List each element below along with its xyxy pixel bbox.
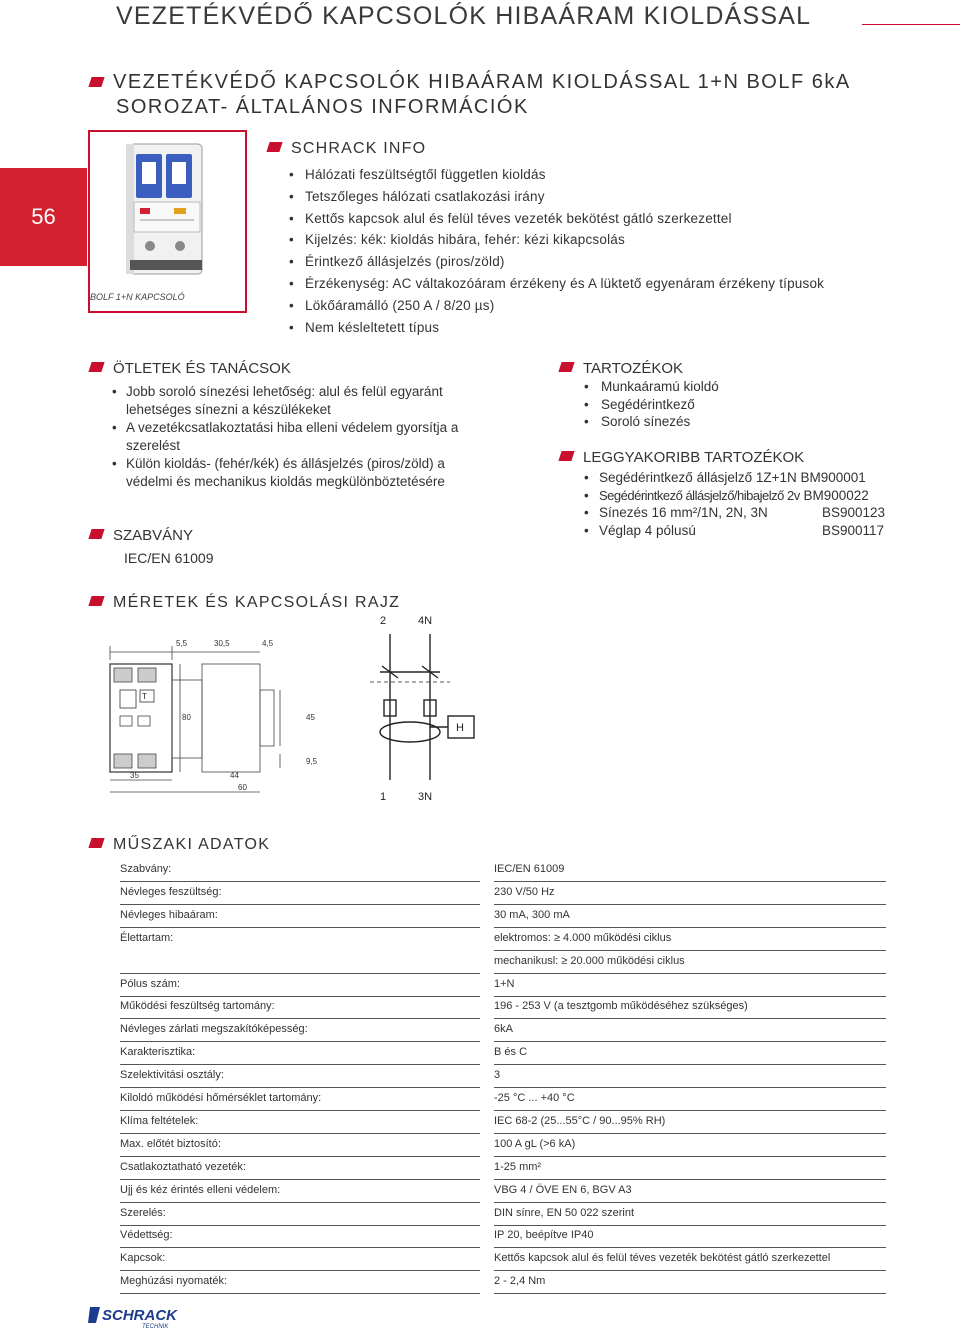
schrack-info-list <box>305 164 824 338</box>
list-item: • Tetszőleges hálózati csatlakozási irány <box>305 186 824 208</box>
bullet-square-icon <box>88 77 104 87</box>
row-value: Kettős kapcsok alul és felül téves vezeték bekötést gátló szerkezettel <box>494 1248 886 1271</box>
main-heading-line1: VEZETÉKVÉDŐ KAPCSOLÓK HIBAÁRAM KIOLDÁSSAL 1+N BOLF 6kA <box>113 71 851 93</box>
standard-heading: SZABVÁNY <box>90 527 193 544</box>
svg-text:SCHRACK: SCHRACK <box>102 1307 177 1324</box>
schrack-logo-icon <box>88 1303 178 1329</box>
common-accessories-list <box>584 469 904 539</box>
circuit-label: 3N <box>418 791 433 803</box>
dim-label: 9,5 <box>306 757 318 766</box>
row-label <box>120 951 480 974</box>
list-item: • Nem késleltetett típus <box>305 317 824 339</box>
list-item: • Hálózati feszültségtől független kioldás <box>305 164 824 186</box>
tips-list <box>112 383 482 491</box>
accessory-name: Segédérintkező állásjelző/hibajelző 2v <box>599 487 800 503</box>
product-photo-frame <box>88 130 247 313</box>
row-label: Ujj és kéz érintés elleni védelem: <box>120 1180 480 1203</box>
list-item: • Soroló sínezés <box>584 413 719 431</box>
row-value: 30 mA, 300 mA <box>494 905 886 928</box>
row-label: Szelektivitási osztály: <box>120 1065 480 1088</box>
row-label: Védettség: <box>120 1225 480 1248</box>
accessories-list <box>584 378 719 431</box>
row-label: Pólus szám: <box>120 974 480 997</box>
list-item: • Lökőáramálló (250 A / 8/20 µs) <box>305 295 824 317</box>
accessory-name: Sínezés 16 mm²/1N, 2N, 3N <box>599 505 768 521</box>
row-value: 230 V/50 Hz <box>494 882 886 905</box>
list-item: • Segédérintkező <box>584 396 719 414</box>
circuit-diagram <box>142 615 474 803</box>
row-value: 6kA <box>494 1019 886 1042</box>
row-label: Névleges feszültség: <box>120 882 480 905</box>
tips-heading: ÖTLETEK ÉS TANÁCSOK <box>90 360 291 377</box>
page-title: VEZETÉKVÉDŐ KAPCSOLÓK HIBAÁRAM KIOLDÁSSAL <box>116 2 812 30</box>
side-view <box>202 664 280 772</box>
bullet-square-icon <box>558 362 574 372</box>
row-label: Névleges hibaáram: <box>120 905 480 928</box>
circuit-label: 1 <box>380 791 387 803</box>
row-value: DIN sínre, EN 50 022 szerint <box>494 1203 886 1226</box>
page-number-tab <box>0 168 87 266</box>
dim-label: 80 <box>182 713 191 722</box>
bullet-square-icon <box>88 838 104 848</box>
row-label: Szerelés: <box>120 1203 480 1226</box>
list-item <box>584 487 904 505</box>
row-value: mechanikusl: ≥ 20.000 működési ciklus <box>494 951 886 974</box>
list-item <box>584 504 904 522</box>
technical-heading: MŰSZAKI ADATOK <box>90 836 270 854</box>
row-value: B és C <box>494 1042 886 1065</box>
circuit-label: 2 <box>380 615 387 627</box>
list-item <box>584 469 904 487</box>
row-value: VBG 4 / ÖVE EN 6, BGV A3 <box>494 1180 886 1203</box>
dim-label: 45 <box>306 713 315 722</box>
row-label: Élettartam: <box>120 931 174 944</box>
row-label: Névleges zárlati megszakítóképesség: <box>120 1019 480 1042</box>
row-value: IP 20, beépítve IP40 <box>494 1225 886 1248</box>
row-value: 100 A gL (>6 kA) <box>494 1134 886 1157</box>
dim-label: 4,5 <box>262 639 274 648</box>
accessories-heading: TARTOZÉKOK <box>560 360 683 377</box>
row-label: Karakterisztika: <box>120 1042 480 1065</box>
circuit-label: T <box>142 692 147 701</box>
bullet-square-icon <box>558 451 574 461</box>
list-item: • Munkaáramú kioldó <box>584 378 719 396</box>
list-item: • Kijelzés: kék: kioldás hibára, fehér: kézi kikapcsolás <box>305 229 824 251</box>
row-label: Szabvány: <box>120 859 480 882</box>
row-label: Kapcsok: <box>120 1248 480 1271</box>
bullet-square-icon <box>266 142 282 152</box>
common-accessories-heading: LEGGYAKORIBB TARTOZÉKOK <box>560 449 804 466</box>
row-value: 1+N <box>494 974 886 997</box>
list-item: • Jobb soroló sínezési lehetőség: alul és felül egyaránt lehetséges sínezni a készülékeket <box>112 383 482 419</box>
dimension-drawing <box>80 612 500 812</box>
main-heading <box>90 70 851 120</box>
row-value: elektromos: ≥ 4.000 működési ciklus <box>494 928 886 951</box>
standard-value: IEC/EN 61009 <box>124 550 214 566</box>
row-label: Meghúzási nyomaték: <box>120 1271 480 1294</box>
dim-label: 35 <box>130 771 139 780</box>
accessory-code: BS900123 <box>822 505 886 521</box>
accessory-code: BM900001 <box>800 470 866 485</box>
row-value: 3 <box>494 1065 886 1088</box>
dimension-labels <box>130 639 318 792</box>
product-photo-caption: BOLF 1+N KAPCSOLÓ <box>90 292 185 302</box>
row-label: Klíma feltételek: <box>120 1111 480 1134</box>
accessory-name: Segédérintkező állásjelző 1Z+1N <box>599 470 797 485</box>
list-item: • Külön kioldás- (fehér/kék) és állásjelzés (piros/zöld) a védelmi és mechanikus kioldás megkülönböztetésére <box>112 455 482 491</box>
bullet-square-icon <box>88 596 104 606</box>
row-value: 1-25 mm² <box>494 1157 886 1180</box>
schrack-info-heading: SCHRACK INFO <box>268 140 426 158</box>
accessory-code: BS900117 <box>822 522 885 538</box>
row-value: -25 °C ... +40 °C <box>494 1088 886 1111</box>
dim-label: 30,5 <box>214 639 230 648</box>
dimensions-heading: MÉRETEK ÉS KAPCSOLÁSI RAJZ <box>90 594 400 612</box>
dim-label: 44 <box>230 771 239 780</box>
row-label: Max. előtét biztosító: <box>120 1134 480 1157</box>
bullet-square-icon <box>88 362 104 372</box>
dim-label: 5,5 <box>176 639 188 648</box>
bullet-square-icon <box>88 529 104 539</box>
list-item <box>584 522 904 540</box>
title-rule <box>862 24 960 25</box>
accessory-name: Véglap 4 pólusú <box>599 522 696 538</box>
row-label: Csatlakoztatható vezeték: <box>120 1157 480 1180</box>
list-item: • Kettős kapcsok alul és felül téves vezeték bekötést gátló szerkezettel <box>305 208 824 230</box>
row-value: IEC/EN 61009 <box>494 859 886 882</box>
main-heading-line2: SOROZAT- ÁLTALÁNOS INFORMÁCIÓK <box>116 96 529 118</box>
product-photo <box>90 132 245 312</box>
dim-label: 60 <box>238 783 247 792</box>
list-item: • Érintkező állásjelzés (piros/zöld) <box>305 251 824 273</box>
row-label: Működési feszültség tartomány: <box>120 996 480 1019</box>
row-value: 2 - 2,4 Nm <box>494 1271 886 1294</box>
accessory-code: BM900022 <box>803 487 869 503</box>
page-number: 56 <box>31 204 56 229</box>
row-value: IEC 68-2 (25...55°C / 90...95% RH) <box>494 1111 886 1134</box>
circuit-label: H <box>456 722 464 734</box>
circuit-label: 4N <box>418 615 433 627</box>
list-item: • Érzékenység: AC váltakozóáram érzékeny és A lüktető egyenáram érzékeny típusok <box>305 273 824 295</box>
schrack-logo <box>88 1303 178 1332</box>
row-label: Kiloldó működési hőmérséklet tartomány: <box>120 1088 480 1111</box>
list-item: • A vezetékcsatlakoztatási hiba elleni védelem gyorsítja a szerelést <box>112 419 482 455</box>
row-value: 196 - 253 V (a tesztgomb működéséhez szükséges) <box>494 996 886 1019</box>
svg-text:TECHNIK: TECHNIK <box>142 1324 169 1329</box>
